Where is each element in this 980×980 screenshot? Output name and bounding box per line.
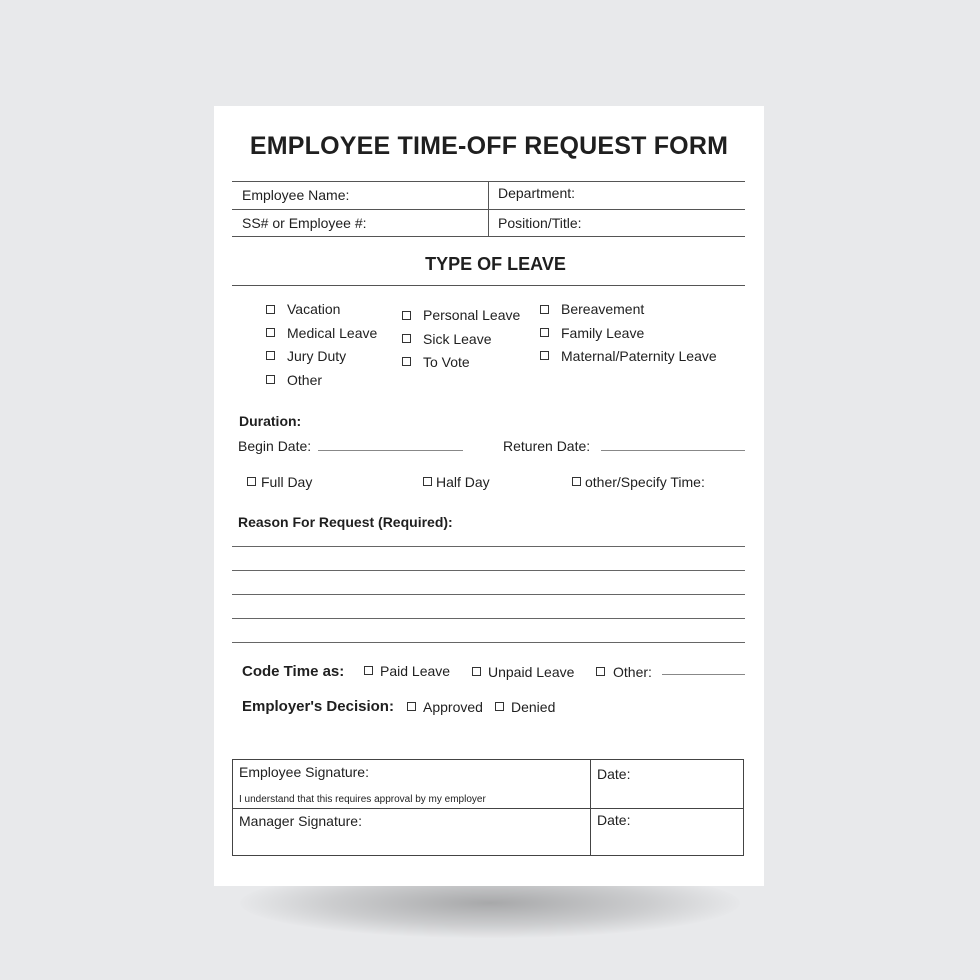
approved-label: Approved [423, 699, 483, 715]
specify-time-checkbox[interactable] [572, 477, 581, 486]
begin-date-line[interactable] [318, 450, 463, 451]
paid-leave-label: Paid Leave [380, 663, 451, 679]
full-day-checkbox[interactable] [247, 477, 256, 486]
employee-number-label[interactable]: SS# or Employee #: [242, 215, 367, 231]
other-leave-label: Other [287, 372, 323, 388]
bereavement-label: Bereavement [561, 301, 645, 317]
duration-heading: Duration: [239, 413, 302, 429]
position-title-label[interactable]: Position/Title: [498, 215, 582, 231]
reason-line-4[interactable] [232, 618, 745, 619]
personal-leave-label: Personal Leave [423, 307, 521, 323]
denied-label: Denied [511, 699, 556, 715]
to-vote-label: To Vote [423, 354, 470, 370]
employer-decision-label: Employer's Decision: [242, 698, 394, 715]
type-of-leave-divider [232, 285, 745, 286]
return-date-line[interactable] [601, 450, 745, 451]
return-date-label: Returen Date: [503, 438, 591, 454]
signature-table [232, 759, 744, 856]
half-day-label: Half Day [436, 474, 490, 490]
vacation-label: Vacation [287, 301, 341, 317]
family-leave-checkbox[interactable] [540, 328, 549, 337]
code-time-label: Code Time as: [242, 663, 345, 680]
sick-leave-checkbox[interactable] [402, 334, 411, 343]
manager-date-label[interactable]: Date: [597, 812, 631, 828]
begin-date-label: Begin Date: [238, 438, 312, 454]
signature-table-column-divider [590, 760, 591, 855]
header-grid-divider [488, 181, 489, 237]
type-of-leave-heading: TYPE OF LEAVE [425, 254, 566, 274]
reason-line-2[interactable] [232, 570, 745, 571]
manager-signature-label[interactable]: Manager Signature: [239, 813, 362, 829]
employee-signature-note: I understand that this requires approval by my employer [239, 794, 486, 805]
other-code-checkbox[interactable] [596, 667, 605, 676]
reason-line-1[interactable] [232, 546, 745, 547]
vacation-checkbox[interactable] [266, 305, 275, 314]
reason-heading: Reason For Request (Required): [238, 514, 453, 530]
other-leave-checkbox[interactable] [266, 375, 275, 384]
jury-duty-label: Jury Duty [287, 348, 347, 364]
reason-line-3[interactable] [232, 594, 745, 595]
jury-duty-checkbox[interactable] [266, 351, 275, 360]
medical-leave-checkbox[interactable] [266, 328, 275, 337]
denied-checkbox[interactable] [495, 702, 504, 711]
employee-date-label[interactable]: Date: [597, 766, 631, 782]
to-vote-checkbox[interactable] [402, 357, 411, 366]
paid-leave-checkbox[interactable] [364, 666, 373, 675]
maternal-paternity-leave-checkbox[interactable] [540, 351, 549, 360]
bereavement-checkbox[interactable] [540, 305, 549, 314]
employee-name-label[interactable]: Employee Name: [242, 187, 350, 203]
specify-time-label: other/Specify Time: [585, 474, 705, 490]
form-sheet [214, 106, 764, 886]
unpaid-leave-checkbox[interactable] [472, 667, 481, 676]
personal-leave-checkbox[interactable] [402, 311, 411, 320]
family-leave-label: Family Leave [561, 325, 645, 341]
full-day-label: Full Day [261, 474, 313, 490]
other-code-label: Other: [613, 664, 652, 680]
other-code-line[interactable] [662, 674, 745, 675]
unpaid-leave-label: Unpaid Leave [488, 664, 575, 680]
approved-checkbox[interactable] [407, 702, 416, 711]
reason-line-5[interactable] [232, 642, 745, 643]
sick-leave-label: Sick Leave [423, 331, 492, 347]
employee-signature-label[interactable]: Employee Signature: [239, 764, 369, 780]
signature-table-row-divider [233, 808, 743, 809]
department-label[interactable]: Department: [498, 185, 576, 201]
form-title: EMPLOYEE TIME-OFF REQUEST FORM [249, 132, 729, 160]
half-day-checkbox[interactable] [423, 477, 432, 486]
maternal-paternity-leave-label: Maternal/Paternity Leave [561, 348, 717, 364]
medical-leave-label: Medical Leave [287, 325, 378, 341]
